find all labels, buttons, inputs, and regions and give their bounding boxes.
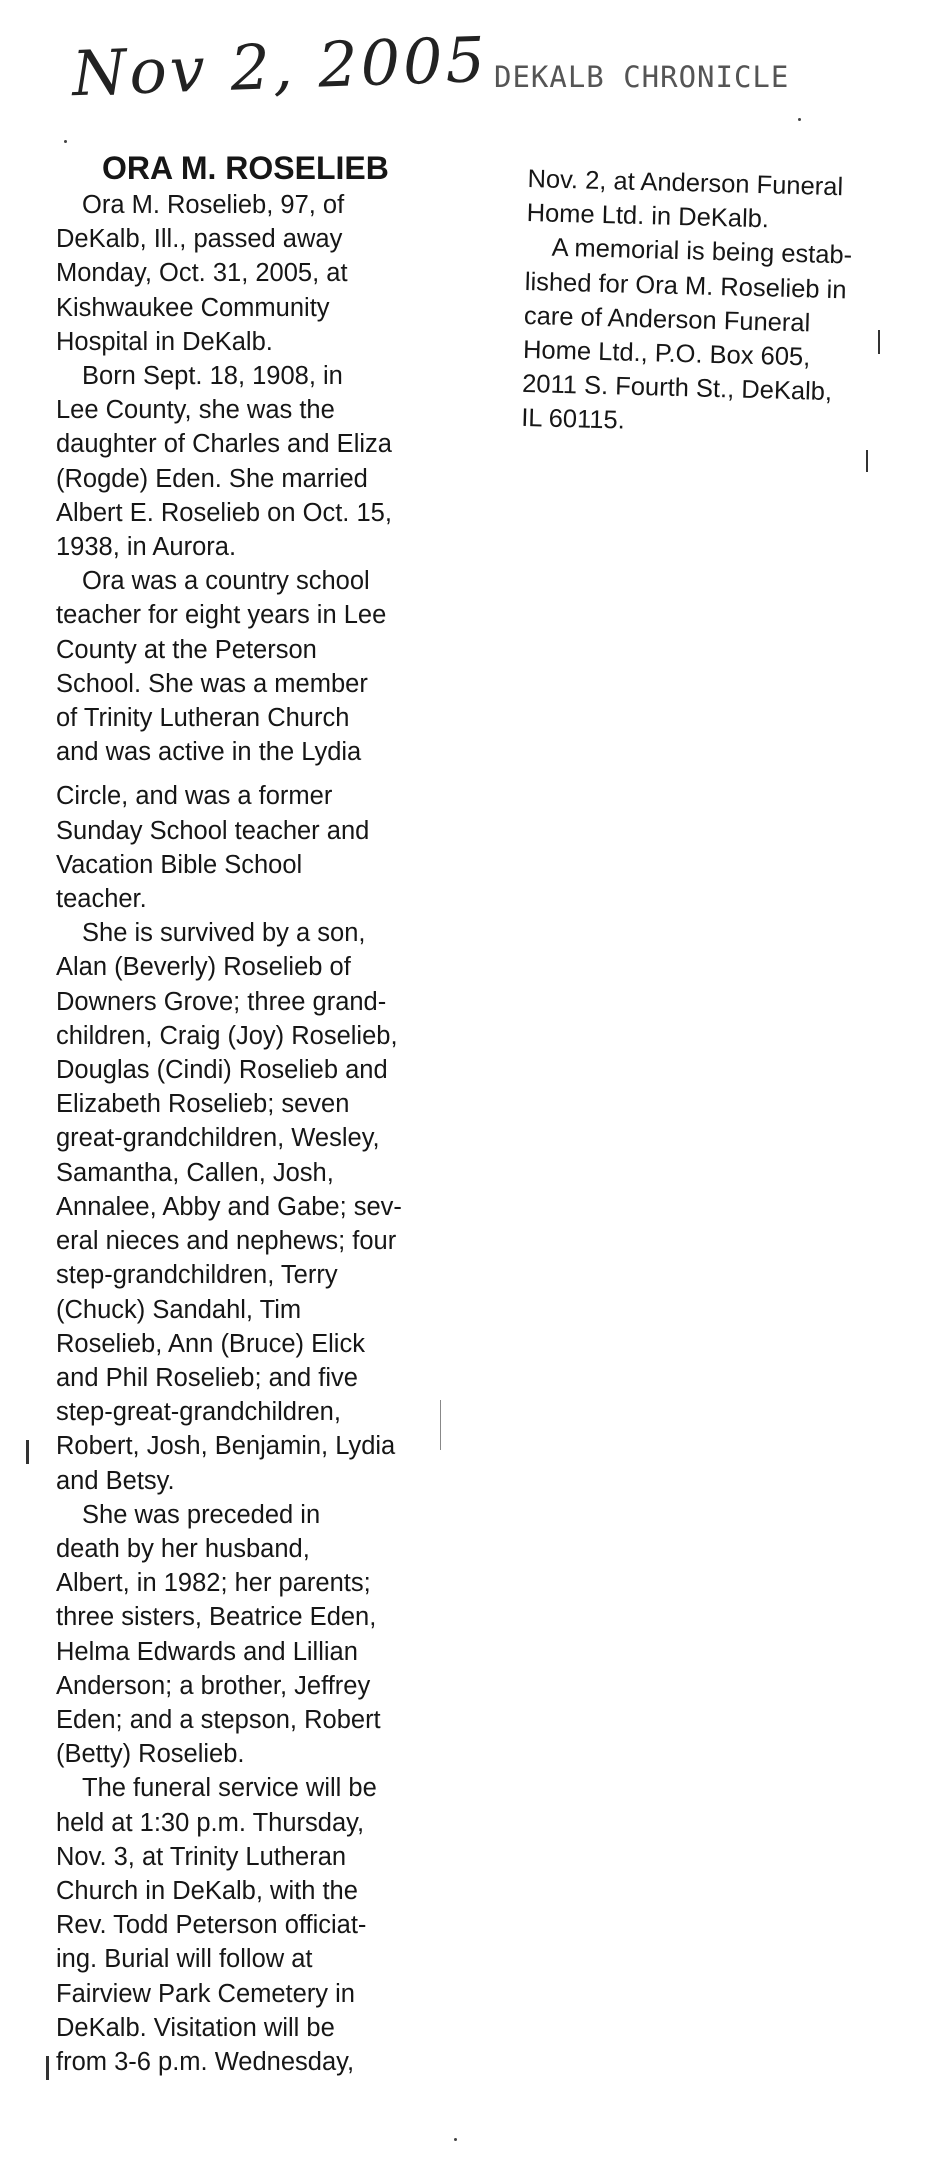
text-line: DeKalb, Ill., passed away <box>56 225 343 254</box>
text-line: Annalee, Abby and Gabe; sev- <box>56 1192 402 1221</box>
text-line: three sisters, Beatrice Eden, <box>56 1603 377 1632</box>
margin-mark <box>46 2056 49 2080</box>
text-line: A memorial is being estab- <box>551 234 853 270</box>
text-line: The funeral service will be <box>82 1774 377 1803</box>
text-line: She is survived by a son, <box>82 919 366 948</box>
text-line: Vacation Bible School <box>56 850 303 879</box>
text-line: Home Ltd. in DeKalb. <box>526 199 770 234</box>
text-line: and Betsy. <box>56 1466 175 1495</box>
text-line: lished for Ora M. Roselieb in <box>524 267 847 304</box>
text-line: held at 1:30 p.m. Thursday, <box>56 1808 365 1837</box>
text-line: 1938, in Aurora. <box>56 533 237 562</box>
text-line: (Rogde) Eden. She married <box>56 464 368 493</box>
text-line: Alan (Beverly) Roselieb of <box>56 953 351 982</box>
text-line: School. She was a member <box>56 669 368 698</box>
text-line: eral nieces and nephews; four <box>56 1227 397 1256</box>
text-line: IL 60115. <box>520 404 626 436</box>
text-line: Rev. Todd Peterson officiat- <box>56 1911 367 1940</box>
text-line: Sunday School teacher and <box>56 816 370 845</box>
text-line: Home Ltd., P.O. Box 605, <box>522 335 811 372</box>
text-line: County at the Peterson <box>56 635 317 664</box>
text-line: step-grandchildren, Terry <box>56 1261 338 1290</box>
text-line: Nov. 3, at Trinity Lutheran <box>56 1842 347 1871</box>
text-line: Church in DeKalb, with the <box>56 1876 358 1905</box>
text-line: Ora was a country school <box>82 567 370 596</box>
text-line: She was preceded in <box>82 1500 321 1529</box>
text-line: Albert, in 1982; her parents; <box>56 1569 371 1598</box>
text-line: Roselieb, Ann (Bruce) Elick <box>56 1329 365 1358</box>
margin-mark <box>440 1400 441 1450</box>
text-line: teacher for eight years in Lee <box>56 601 387 630</box>
text-line: (Betty) Roselieb. <box>56 1740 245 1769</box>
text-line: Monday, Oct. 31, 2005, at <box>56 259 348 288</box>
text-line: step-great-grandchildren, <box>56 1398 341 1427</box>
text-line: great-grandchildren, Wesley, <box>56 1124 380 1153</box>
text-line: DeKalb. Visitation will be <box>56 2013 335 2042</box>
text-line: Samantha, Callen, Josh, <box>56 1158 334 1187</box>
text-line: from 3-6 p.m. Wednesday, <box>56 2047 355 2076</box>
obituary-column-2 <box>521 162 855 444</box>
text-line: Kishwaukee Community <box>56 293 330 322</box>
column-2-text <box>521 162 855 444</box>
text-line: Nov. 2, at Anderson Funeral <box>527 164 844 202</box>
scan-dot <box>454 2138 457 2141</box>
obituary-column-1 <box>56 148 402 2079</box>
text-line: Douglas (Cindi) Roselieb and <box>56 1056 388 1085</box>
text-line: Robert, Josh, Benjamin, Lydia <box>56 1432 396 1461</box>
text-line: Born Sept. 18, 1908, in <box>82 362 343 391</box>
text-line: and Phil Roselieb; and five <box>56 1363 358 1392</box>
margin-mark <box>866 450 868 472</box>
text-line: Helma Edwards and Lillian <box>56 1637 358 1666</box>
margin-mark <box>26 1440 29 1464</box>
text-line: and was active in the Lydia <box>56 738 362 767</box>
column-1-text <box>56 188 402 2079</box>
text-line: Fairview Park Cemetery in <box>56 1979 355 2008</box>
text-line: of Trinity Lutheran Church <box>56 704 350 733</box>
margin-mark <box>878 330 880 354</box>
text-line: Eden; and a stepson, Robert <box>56 1705 381 1734</box>
handwritten-date: Nov 2, 2005 <box>70 22 490 111</box>
text-line: Downers Grove; three grand- <box>56 987 387 1016</box>
text-line: (Chuck) Sandahl, Tim <box>56 1295 302 1324</box>
text-line: daughter of Charles and Eliza <box>56 430 392 459</box>
text-line: Albert E. Roselieb on Oct. 15, <box>56 498 392 527</box>
text-line: care of Anderson Funeral <box>523 301 811 338</box>
newspaper-source-stamp: DEKALB CHRONICLE <box>494 60 790 94</box>
text-line: ing. Burial will follow at <box>56 1945 313 1974</box>
text-line: death by her husband, <box>56 1534 310 1563</box>
text-line: teacher. <box>56 885 147 914</box>
text-line: 2011 S. Fourth St., DeKalb, <box>521 370 833 407</box>
text-line: Ora M. Roselieb, 97, of <box>82 191 345 219</box>
text-line: Elizabeth Roselieb; seven <box>56 1090 350 1119</box>
text-line: Anderson; a brother, Jeffrey <box>56 1671 371 1700</box>
text-line: Hospital in DeKalb. <box>56 327 273 356</box>
obituary-title: ORA M. ROSELIEB <box>102 150 389 186</box>
text-line: Circle, and was a former <box>56 782 333 811</box>
scan-dot <box>798 118 801 121</box>
text-line: Lee County, she was the <box>56 396 335 425</box>
text-line: children, Craig (Joy) Roselieb, <box>56 1021 398 1050</box>
scan-dot <box>64 140 67 143</box>
